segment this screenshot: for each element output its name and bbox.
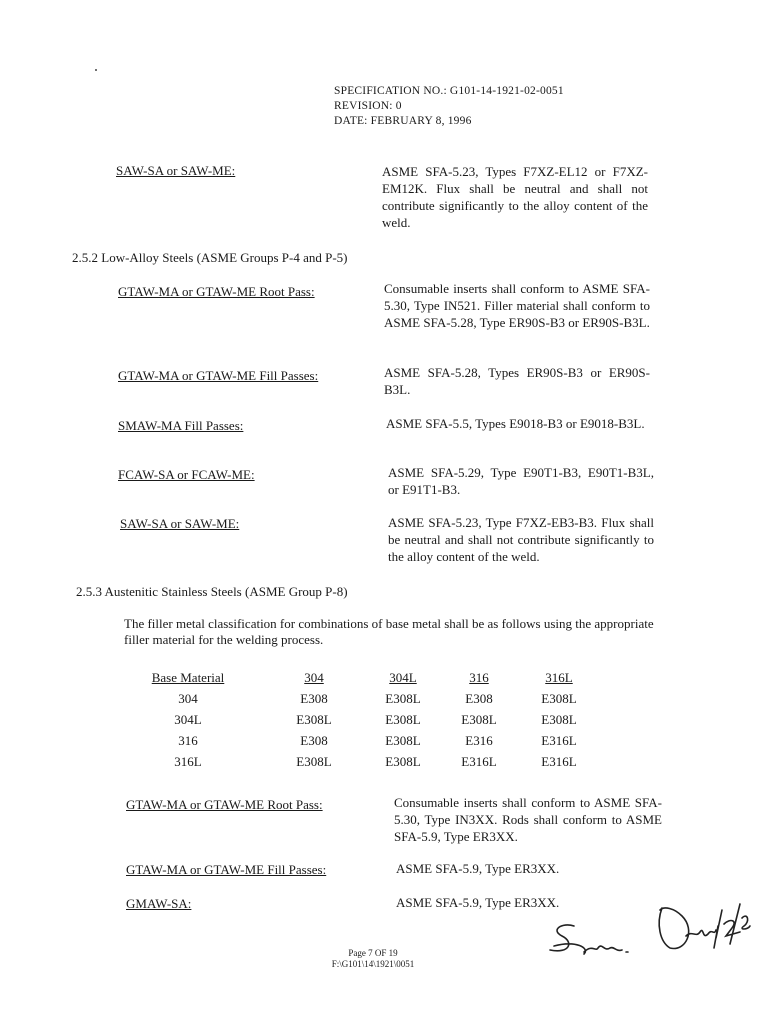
table-cell: E308L — [385, 753, 421, 769]
table-header-cell: 316L — [545, 670, 573, 685]
smaw-fill-label-lowalloy: SMAW-MA Fill Passes: — [118, 418, 244, 433]
table-header-cell: 304 — [304, 670, 324, 685]
gmaw-label-stainless: GMAW-SA: — [126, 896, 192, 911]
saw-label-carbon: SAW-SA or SAW-ME: — [116, 163, 236, 178]
table-cell: E308 — [300, 732, 328, 748]
saw-text-carbon: ASME SFA-5.23, Types F7XZ-EL12 or F7XZ-EM12K. Flux shall be neutral and shall not contribute significantly to the alloy content of the weld. — [382, 164, 648, 230]
section-heading-252: 2.5.2 Low-Alloy Steels (ASME Groups P-4 and P-5) — [72, 250, 348, 265]
gtaw-root-label-lowalloy: GTAW-MA or GTAW-ME Root Pass: — [118, 284, 315, 299]
gtaw-root-text-stainless: Consumable inserts shall conform to ASME SFA-5.30, Type IN3XX. Rods shall conform to ASME SFA-5.9, Type ER3XX. — [394, 795, 662, 844]
table-cell: 316L — [174, 753, 202, 769]
saw-text-lowalloy: ASME SFA-5.23, Type F7XZ-EB3-B3. Flux shall be neutral and shall not contribute significantly to the alloy content of the weld. — [388, 515, 654, 564]
table-cell: 304 — [178, 690, 198, 706]
table-header-row — [112, 668, 602, 688]
table-cell: E316L — [461, 753, 497, 769]
table-row — [112, 688, 602, 709]
table-cell: E316L — [541, 753, 577, 769]
spec-number: SPECIFICATION NO.: G101-14-1921-02-0051 — [334, 85, 564, 97]
gtaw-root-text-lowalloy: Consumable inserts shall conform to ASME SFA-5.30, Type IN521. Filler material shall conform to ASME SFA-5.28, Type ER90S-B3 or ER90S-B3L. — [384, 281, 650, 330]
scan-speck — [95, 69, 97, 71]
table-cell: E308L — [541, 690, 577, 706]
gtaw-root-label-stainless: GTAW-MA or GTAW-ME Root Pass: — [126, 797, 323, 812]
gtaw-fill-text-lowalloy: ASME SFA-5.28, Types ER90S-B3 or ER90S-B3L. — [384, 365, 650, 397]
gtaw-fill-label-stainless: GTAW-MA or GTAW-ME Fill Passes: — [126, 862, 327, 877]
table-cell: E308L — [385, 711, 421, 727]
table-cell: 304L — [174, 711, 202, 727]
table-row — [112, 730, 602, 751]
spec-header — [334, 84, 564, 129]
page-number: Page 7 OF 19 — [348, 948, 398, 958]
table-cell: E316 — [465, 732, 493, 748]
table-cell: 316 — [178, 732, 198, 748]
signature-initials — [540, 918, 630, 964]
gtaw-fill-text-stainless: ASME SFA-5.9, Type ER3XX. — [396, 861, 560, 876]
gtaw-fill-label-lowalloy: GTAW-MA or GTAW-ME Fill Passes: — [118, 368, 319, 383]
revision: REVISION: 0 — [334, 100, 402, 112]
spec-date: DATE: FEBRUARY 8, 1996 — [334, 115, 472, 127]
table-row — [112, 751, 602, 772]
table-cell: E308L — [541, 711, 577, 727]
fcaw-text-lowalloy: ASME SFA-5.29, Type E90T1-B3, E90T1-B3L, or E91T1-B3. — [388, 465, 654, 497]
fcaw-label-lowalloy: FCAW-SA or FCAW-ME: — [118, 467, 255, 482]
table-row — [112, 709, 602, 730]
table-cell: E308 — [465, 690, 493, 706]
smaw-fill-text-lowalloy: ASME SFA-5.5, Types E9018-B3 or E9018-B3L. — [386, 416, 645, 431]
table-header-cell: Base Material — [151, 670, 225, 685]
table-cell: E308L — [461, 711, 497, 727]
table-cell: E308 — [300, 690, 328, 706]
table-cell: E308L — [296, 711, 332, 727]
page-footer — [298, 948, 448, 970]
section-heading-253: 2.5.3 Austenitic Stainless Steels (ASME Group P-8) — [76, 584, 348, 599]
table-cell: E308L — [385, 732, 421, 748]
doc-path: F:\G101\14\1921\0051 — [331, 959, 415, 969]
section-253-intro: The filler metal classification for combinations of base metal shall be as follows using the appropriate filler material for the welding process. — [124, 616, 654, 647]
table-cell: E308L — [296, 753, 332, 769]
signature-dated — [652, 896, 752, 954]
table-header-cell: 304L — [389, 670, 417, 685]
gmaw-text-stainless: ASME SFA-5.9, Type ER3XX. — [396, 895, 560, 910]
table-cell: E308L — [385, 690, 421, 706]
table-cell: E316L — [541, 732, 577, 748]
saw-label-lowalloy: SAW-SA or SAW-ME: — [120, 516, 240, 531]
table-header-cell: 316 — [469, 670, 489, 685]
filler-metal-table — [112, 668, 602, 772]
